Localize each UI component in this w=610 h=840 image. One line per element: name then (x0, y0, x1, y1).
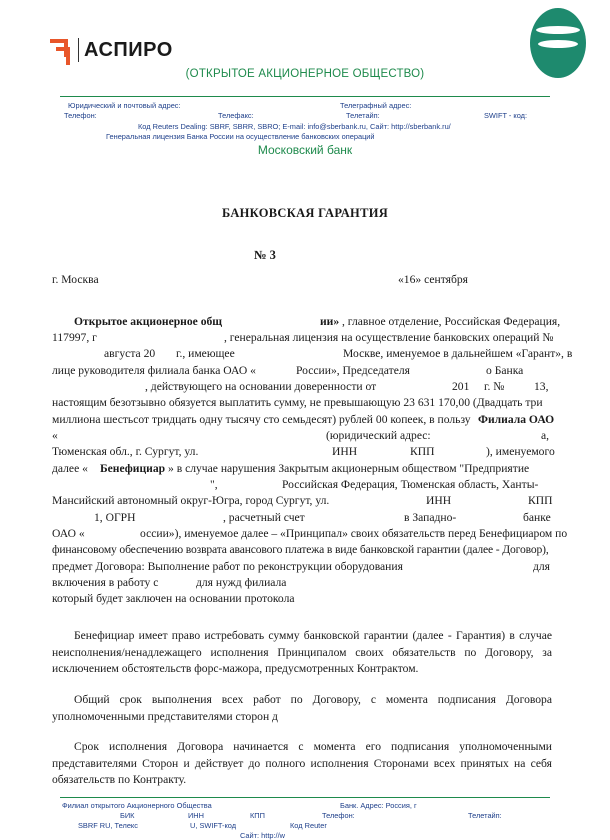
p1-l7-b: Филиала ОАО (478, 413, 555, 426)
header-address-label: Юридический и почтовый адрес: (68, 101, 181, 110)
p1-l5-a: , действующего на основании доверенности от (145, 380, 377, 393)
footer-phone: Телефон: (322, 811, 355, 820)
footer-telex: SBRF RU, Телекс (78, 821, 138, 830)
p1-l5-d: 13, (534, 380, 549, 393)
p1-l11-b: Российская Федерация, Тюменская область, Ханты- (282, 478, 539, 491)
p1-l4-c: о Банка (486, 364, 524, 377)
aspiro-logo (48, 37, 173, 63)
paragraph-3: Общий срок выполнения всех работ по Договору, с момента подписания Договора уполномоченными представителями сторон д (52, 693, 552, 723)
document-title: БАНКОВСКАЯ ГАРАНТИЯ (221, 206, 389, 220)
p1-l9-d: ), именуемого (486, 445, 555, 458)
p1-l13-b: , расчетный счет (223, 511, 305, 524)
document-date: «16» сентября (398, 273, 468, 286)
p1-l5-c: г. № (484, 380, 505, 393)
p1-l18: который будет заключен на основании протокола (52, 592, 295, 605)
header-rule (60, 96, 550, 97)
p1-l2-a: 117997, г (52, 331, 97, 344)
p1-l3-a: августа 20 (104, 347, 156, 360)
p1-l8-b: (юридический адрес: (326, 429, 431, 442)
footer-bik: БИК (120, 811, 135, 820)
footer-rule (60, 797, 550, 798)
p1-l5-b: 201 (452, 380, 470, 393)
p1-l8-a: « (52, 429, 58, 442)
bank-branch-name: Московский банк (257, 143, 353, 154)
header-teletype-label: Телетайп: (346, 111, 380, 120)
p1-l16-a: предмет Договора: Выполнение работ по реконструкции оборудования (52, 560, 403, 573)
p1-l6: настоящим безотзывно обязуется выплатить сумму, не превышающую 23 631 170,00 (Двадцать три (52, 396, 543, 409)
p1-l3-c: Москве, именуемое в дальнейшем «Гарант», в (343, 347, 573, 360)
p1-l1-b: ии» (320, 315, 340, 328)
p1-l12-b: ИНН (426, 494, 452, 507)
p1-l12-a: Мансийский автономный округ-Югра, город Сургут, ул. (52, 494, 330, 507)
p1-l14-a: ОАО « (52, 527, 85, 540)
p1-l17-a: включения в работу с (52, 576, 159, 589)
paragraph-2: Бенефициар имеет право истребовать сумму банковской гарантии (далее - Гарантия) в случае неисполнения/ненадлежащего исполнения Принципалом своих обязательств по Договору, за исключением обстоятельств форс-мажора, предусмотренных Контрактом. (52, 629, 552, 676)
aspiro-logo-mark-icon (48, 37, 72, 63)
p1-l9-c: КПП (410, 445, 435, 458)
header-telegraph-label: Телеграфный адрес: (340, 101, 412, 110)
footer-inn: ИНН (188, 811, 204, 820)
footer-teletype: Телетайп: (468, 811, 502, 820)
footer-reuters: Код Reuter (290, 821, 327, 830)
header-phone-label: Телефон: (64, 111, 97, 120)
bank-legal-form: (ОТКРЫТОЕ АКЦИОНЕРНОЕ ОБЩЕСТВО) (185, 68, 425, 80)
p1-l13-d: банке (523, 511, 551, 524)
paragraph-4: Срок исполнения Договора начинается с момента его подписания уполномоченными представителями Сторон и действует до полного исполнения Сторонами всех принятых на себя обязательств по Контракту. (52, 740, 552, 787)
guarantee-number: № 3 (254, 248, 276, 262)
p1-l2-b: , генеральная лицензия на осуществление банковских операций № (224, 331, 554, 344)
p1-l10-a: далее « (52, 462, 88, 475)
header-swift-label: SWIFT - код: (484, 111, 528, 120)
p1-l11-a: ", (210, 478, 218, 491)
p1-l15: финансовому обеспечению возврата авансового платежа в виде банковской гарантии (далее - Договор), (52, 543, 549, 556)
p1-l14-b: оссии»), именуемое далее – «Принципал» своих обязательств перед Бенефициаром по (140, 527, 568, 540)
p1-l3-b: г., имеющее (176, 347, 235, 360)
p1-l1-a: Открытое акционерное общ (74, 315, 223, 328)
p1-l9-a: Тюменская обл., г. Сургут, ул. (52, 445, 199, 458)
p1-l17-b: для нужд филиала (196, 576, 287, 589)
footer-address: Банк. Адрес: Россия, г (340, 801, 417, 810)
p1-l4-b: России», Председателя (296, 364, 410, 377)
document-city: г. Москва (52, 273, 99, 286)
p1-l16-b: для (533, 560, 551, 573)
p1-l10-c: » в случае нарушения Закрытым акционерным обществом "Предприятие (168, 462, 530, 475)
footer-site: Сайт: http://w (240, 831, 285, 840)
header-license-line: Генеральная лицензия Банка России на осуществление банковских операций (106, 132, 375, 141)
beneficiary-term: Бенефициар (100, 462, 166, 475)
p1-l13-c: в Западно- (404, 511, 457, 524)
logo-text: АСПИРО (84, 38, 173, 61)
header-reuters-line: Код Reuters Dealing: SBRF, SBRR, SBRO; E-mail: info@sberbank.ru, Сайт: http://sberbank.ru/ (138, 122, 451, 131)
header-fax-label: Телефакс: (218, 111, 254, 120)
footer-branch-line: Филиал открытого Акционерного Общества (62, 801, 212, 810)
footer-kpp: КПП (250, 811, 265, 820)
p1-l12-c: КПП (528, 494, 553, 507)
footer-swift: U, SWIFT-код (190, 821, 237, 830)
p1-l1-c: , главное отделение, Российская Федерация, (342, 315, 561, 328)
p1-l9-b: ИНН (332, 445, 358, 458)
p1-l8-c: а, (541, 429, 550, 442)
p1-l13-a: 1, ОГРН (94, 511, 136, 524)
p1-l7-a: миллиона шестьсот тридцать одну тысячу сто семьдесят) рублей 00 копеек, в пользу (52, 413, 471, 426)
p1-l4-a: лице руководителя филиала банка ОАО « (52, 364, 256, 377)
